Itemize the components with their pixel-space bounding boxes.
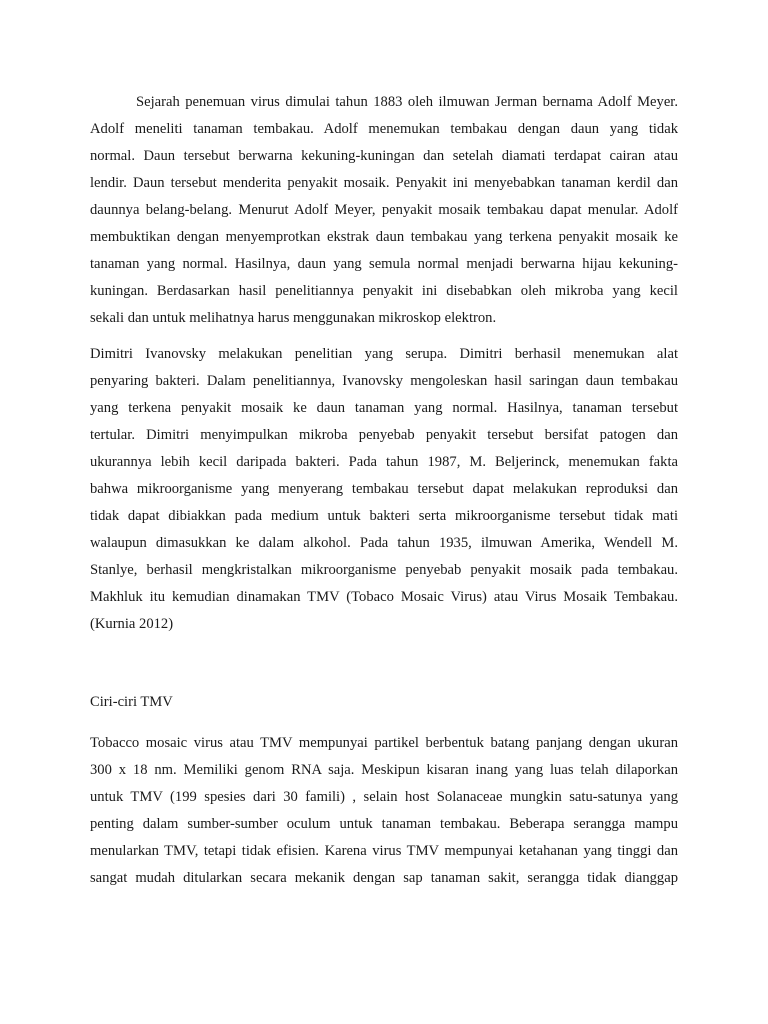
text-line: untuk TMV (199 spesies dari 30 famili) , selain host Solanaceae mungkin satu-satunya yang bbox=[90, 789, 678, 805]
text-line: penyaring bakteri. Dalam penelitiannya, Ivanovsky mengoleskan hasil saringan daun tembakau bbox=[90, 373, 678, 389]
heading-text: Ciri-ciri TMV bbox=[90, 694, 173, 710]
text-line: Makhluk itu kemudian dinamakan TMV (Tobaco Mosaic Virus) atau Virus Mosaik Tembakau. bbox=[90, 589, 678, 605]
text-line: Tobacco mosaic virus atau TMV mempunyai partikel berbentuk batang panjang dengan ukuran bbox=[90, 735, 678, 751]
text-line: ukurannya lebih kecil daripada bakteri. Pada tahun 1987, M. Beljerinck, menemukan fakta bbox=[90, 454, 678, 470]
text-line: tertular. Dimitri menyimpulkan mikroba penyebab penyakit tersebut bersifat patogen dan bbox=[90, 427, 678, 443]
text-line: menularkan TMV, tetapi tidak efisien. Karena virus TMV mempunyai ketahanan yang tinggi dan bbox=[90, 843, 678, 859]
paragraph-tmv-characteristics bbox=[90, 730, 678, 892]
section-heading bbox=[90, 689, 678, 716]
text-line: (Kurnia 2012) bbox=[90, 616, 174, 632]
text-line: tidak dapat dibiakkan pada medium untuk bakteri serta mikroorganisme tersebut tidak mati bbox=[90, 508, 678, 524]
text-line: normal. Daun tersebut berwarna kekuning-kuningan dan setelah diamati terdapat cairan atau bbox=[90, 148, 678, 164]
paragraph-virus-history bbox=[90, 89, 678, 332]
text-line: bahwa mikroorganisme yang menyerang tembakau tersebut dapat melakukan reproduksi dan bbox=[90, 481, 678, 497]
text-line: membuktikan dengan menyemprotkan ekstrak daun tembakau yang terkena penyakit mosaik ke bbox=[90, 229, 678, 245]
text-line: daunnya belang-belang. Menurut Adolf Meyer, penyakit mosaik tembakau dapat menular. Adolf bbox=[90, 202, 678, 218]
text-line: Sejarah penemuan virus dimulai tahun 1883 oleh ilmuwan Jerman bernama Adolf Meyer. bbox=[136, 94, 678, 110]
paragraph-ivanovsky bbox=[90, 341, 678, 638]
text-line: sekali dan untuk melihatnya harus menggunakan mikroskop elektron. bbox=[90, 310, 497, 326]
text-line: Dimitri Ivanovsky melakukan penelitian yang serupa. Dimitri berhasil menemukan alat bbox=[90, 346, 678, 362]
text-line: yang terkena penyakit mosaik ke daun tanaman yang normal. Hasilnya, tanaman tersebut bbox=[90, 400, 678, 416]
text-line: Stanlye, berhasil mengkristalkan mikroorganisme penyebab penyakit mosaik pada tembakau. bbox=[90, 562, 678, 578]
text-line: tanaman yang normal. Hasilnya, daun yang semula normal menjadi berwarna hijau kekuning- bbox=[90, 256, 678, 272]
text-line: walaupun dimasukkan ke dalam alkohol. Pada tahun 1935, ilmuwan Amerika, Wendell M. bbox=[90, 535, 678, 551]
text-line: sangat mudah ditularkan secara mekanik dengan sap tanaman sakit, serangga tidak dianggap bbox=[90, 870, 678, 886]
text-line: penting dalam sumber-sumber oculum untuk tanaman tembakau. Beberapa serangga mampu bbox=[90, 816, 678, 832]
text-line: lendir. Daun tersebut menderita penyakit mosaik. Penyakit ini menyebabkan tanaman kerdil dan bbox=[90, 175, 678, 191]
text-line: kuningan. Berdasarkan hasil penelitiannya penyakit ini disebabkan oleh mikroba yang kecil bbox=[90, 283, 678, 299]
text-line: Adolf meneliti tanaman tembakau. Adolf menemukan tembakau dengan daun yang tidak bbox=[90, 121, 678, 137]
text-line: 300 x 18 nm. Memiliki genom RNA saja. Meskipun kisaran inang yang luas telah dilaporkan bbox=[90, 762, 678, 778]
